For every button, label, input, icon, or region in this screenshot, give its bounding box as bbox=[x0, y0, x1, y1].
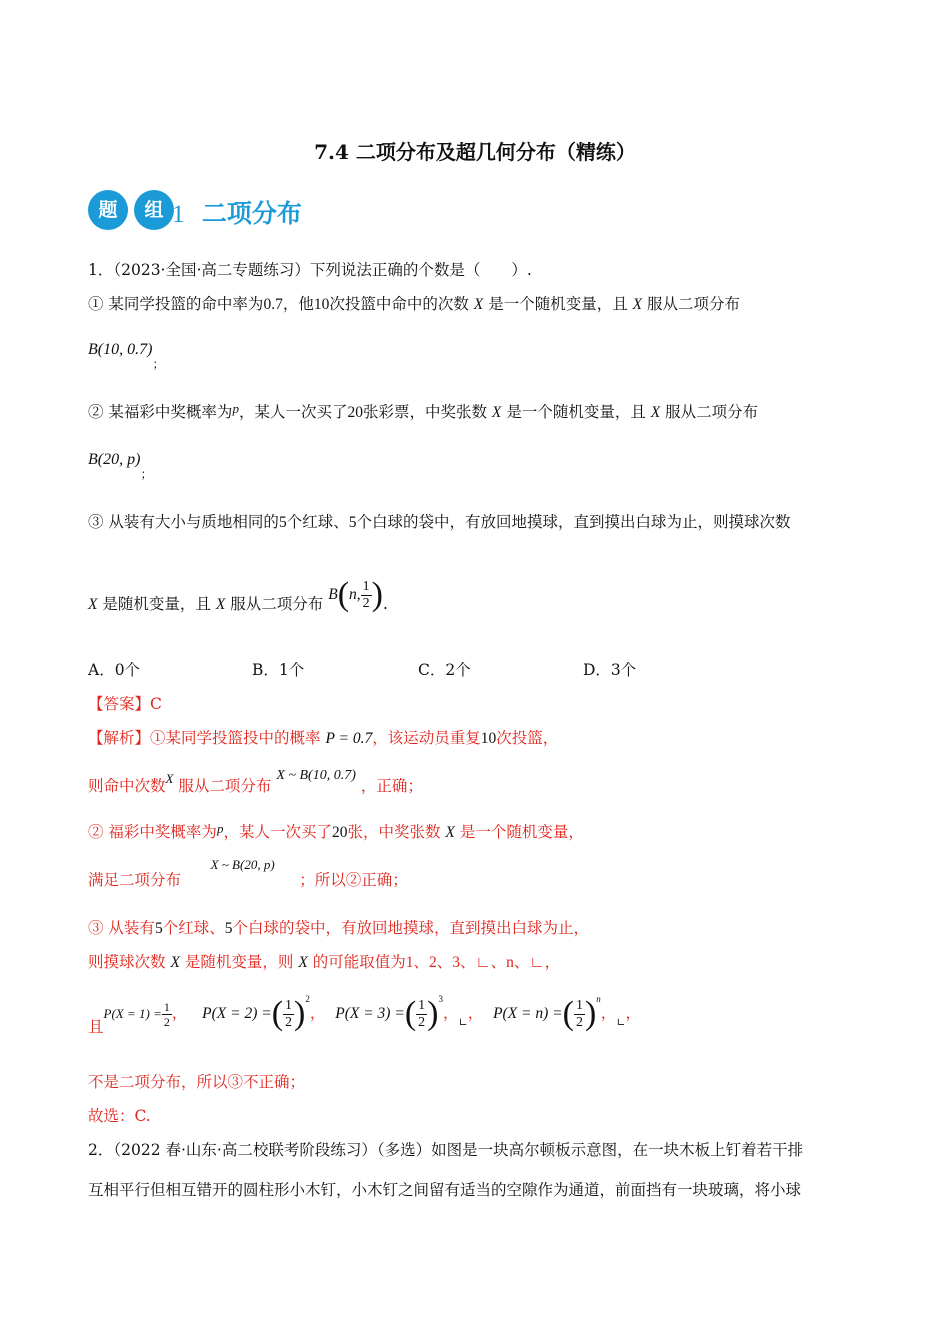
q1-statement-3-cont: X 是随机变量，且 X 服从二项分布 B(n, $\frac{1}{2}$ ). bbox=[88, 576, 388, 613]
q1-statement-1-math: B(10, $0.7)_;$ bbox=[88, 341, 165, 371]
option-b: B．1个 bbox=[252, 661, 305, 679]
answer-label: 【答案】C bbox=[88, 695, 162, 713]
q2-line-2: 互相平行但相互错开的圆柱形小木钉，小木钉之间留有适当的空隙作为通道，前面挡有一块玻璃，将小球 bbox=[88, 1181, 802, 1199]
analysis-line-2: 则命中次数$_X$ 服从二项分布 X ~ B(10, 0.7) ，正确； bbox=[88, 768, 423, 795]
option-d: D．3个 bbox=[583, 661, 637, 679]
group-heading bbox=[172, 194, 302, 230]
analysis-line-5: ③ 从装有5个红球、5个白球的袋中，有放回地摸球，直到摸出白球为止， bbox=[88, 919, 589, 937]
q1-statement-2: ② 某福彩中奖概率为$^p$，某人一次买了20张彩票，中奖张数 X 是一个随机变量，且 X 服从二项分布 bbox=[88, 401, 759, 421]
option-c: C．2个 bbox=[418, 661, 471, 679]
group-name: 二项分布 bbox=[201, 199, 302, 228]
group-badge-ti: 题 bbox=[88, 190, 128, 230]
q1-statement-3: ③ 从装有大小与质地相同的5个红球、5个白球的袋中，有放回地摸球，直到摸出白球为止，则摸球次数 bbox=[88, 513, 791, 531]
analysis-line-6: 则摸球次数 X 是随机变量，则 X 的可能取值为1、2、3、∟、n、∟， bbox=[88, 953, 561, 971]
q1-stem: 1．（2023·全国·高二专题练习）下列说法正确的个数是（ ）. bbox=[88, 261, 532, 279]
fraction-one-half: $\frac{1}{2}$ bbox=[362, 578, 370, 611]
page-title: 7.4 二项分布及超几何分布（精练） bbox=[314, 140, 636, 164]
group-badge-zu: 组 bbox=[134, 190, 174, 230]
option-a: A．0个 bbox=[88, 661, 141, 679]
analysis-line-4: 满足二项分布 X ~ B(20, p) ；所以②正确； bbox=[88, 857, 408, 889]
analysis-conclusion: 故选：C. bbox=[88, 1107, 151, 1125]
q1-statement-1: ① 某同学投篮的命中率为0.7，他10次投篮中命中的次数 X 是一个随机变量，且 X 服从二项分布 bbox=[88, 295, 741, 313]
q1-statement-2-math: B(20, $p)_;$ bbox=[88, 451, 153, 481]
q2-line-1: 2．（2022 春·山东·高二校联考阶段练习）（多选）如图是一块高尔顿板示意图，在一块木板上钉着若干排 bbox=[88, 1141, 804, 1159]
analysis-line-8: 不是二项分布，所以③不正确； bbox=[88, 1073, 306, 1091]
analysis-line-1: 【解析】①某同学投篮投中的概率 P = 0.7，该运动员重复10次投篮， bbox=[88, 729, 559, 747]
analysis-line-7: 且P(X = 1) = $\frac{1}{2}$ ， P(X = 2) =( $\frac{1}{2}$ )$^2$， P(X = 3) =( $\frac{1}{2}$ )$^3$，$_∟$， P(X = n) =( $\frac{1}{2}$ )$^n$，$_∟$， bbox=[88, 994, 642, 1036]
group-number: 1 bbox=[172, 201, 185, 228]
analysis-line-3: ② 福彩中奖概率为$^p$，某人一次买了20张，中奖张数 X 是一个随机变量， bbox=[88, 821, 584, 841]
